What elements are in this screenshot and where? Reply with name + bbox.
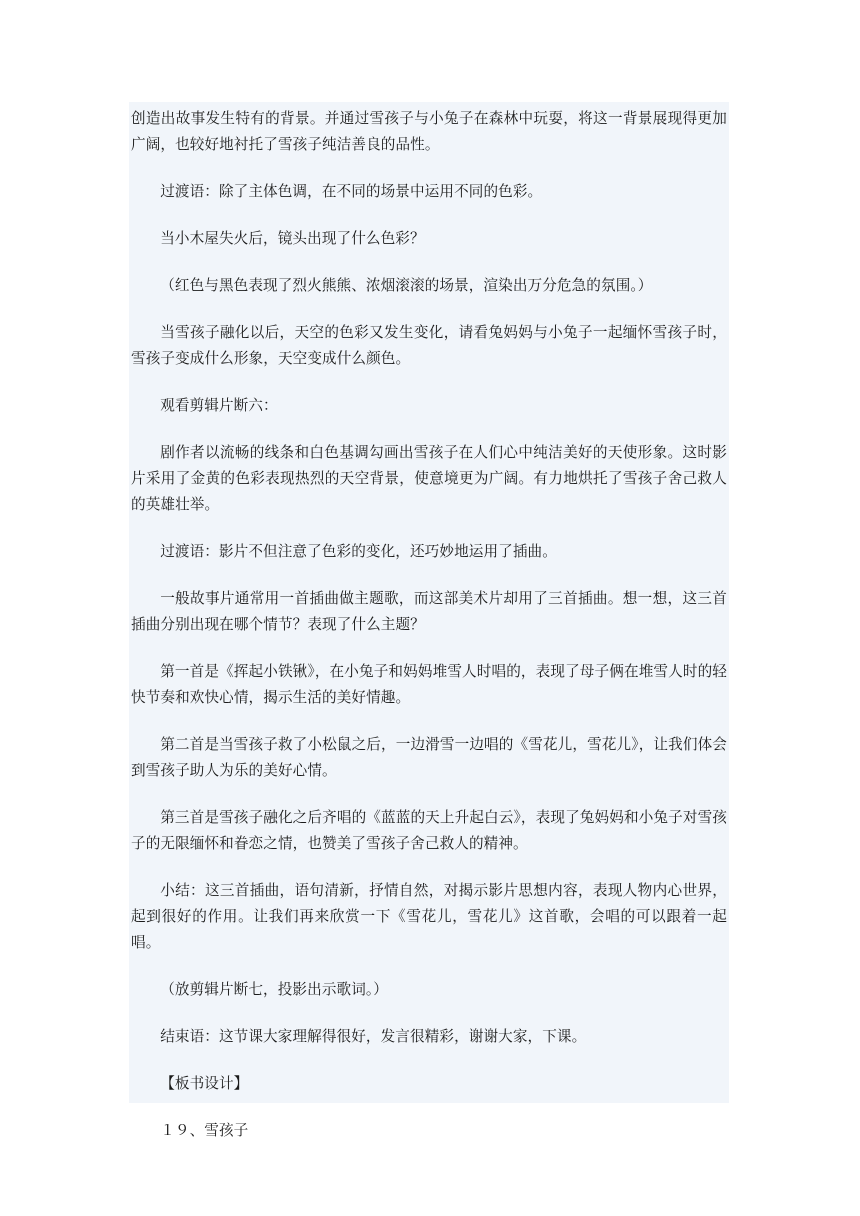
paragraph: 观看剪辑片断六： <box>160 397 278 414</box>
article-body <box>129 102 729 1139</box>
paragraph: 第三首是雪孩子融化之后齐唱的《蓝蓝的天上升起白云》，表现了兔妈妈和小兔子对雪孩子的无限缅怀和眷恋之情，也赞美了雪孩子舍己救人的精神。 <box>131 809 727 852</box>
paragraph: 第二首是当雪孩子救了小松鼠之后，一边滑雪一边唱的《雪花儿，雪花儿》，让我们体会到雪孩子助人为乐的美好心情。 <box>131 736 727 779</box>
paragraph: 过渡语：除了主体色调，在不同的场景中运用不同的色彩。 <box>160 183 543 200</box>
paragraph: 一般故事片通常用一首插曲做主题歌，而这部美术片却用了三首插曲。想一想，这三首插曲分别出现在哪个情节？表现了什么主题？ <box>131 590 727 633</box>
paragraph: （放剪辑片断七，投影出示歌词。） <box>160 981 388 998</box>
board-design-title: １９、雪孩子 <box>160 1122 249 1139</box>
board-design-heading: 【板书设计】 <box>160 1075 249 1092</box>
paragraph: 过渡语：影片不但注意了色彩的变化，还巧妙地运用了插曲。 <box>160 543 557 560</box>
paragraph: 第一首是《挥起小铁锹》，在小兔子和妈妈堆雪人时唱的，表现了母子俩在堆雪人时的轻快节奏和欢快心情，揭示生活的美好情趣。 <box>131 663 727 706</box>
paragraph: 剧作者以流畅的线条和白色基调勾画出雪孩子在人们心中纯洁美好的天使形象。这时影片采用了金黄的色彩表现热烈的天空背景，使意境更为广阔。有力地烘托了雪孩子舍己救人的英雄壮举。 <box>131 444 727 513</box>
paragraph: 创造出故事发生特有的背景。并通过雪孩子与小兔子在森林中玩耍，将这一背景展现得更加广阔，也较好地衬托了雪孩子纯洁善良的品性。 <box>131 110 727 153</box>
paragraph: 当小木屋失火后，镜头出现了什么色彩？ <box>160 230 425 247</box>
paragraph: 小结：这三首插曲，语句清新，抒情自然，对揭示影片思想内容，表现人物内心世界，起到很好的作用。让我们再来欣赏一下《雪花儿，雪花儿》这首歌，会唱的可以跟着一起唱。 <box>131 882 727 951</box>
paragraph: （红色与黑色表现了烈火熊熊、浓烟滚滚的场景，渲染出万分危急的氛围。） <box>160 277 653 294</box>
paragraph: 结束语：这节课大家理解得很好，发言很精彩，谢谢大家，下课。 <box>160 1028 587 1045</box>
paragraph: 当雪孩子融化以后，天空的色彩又发生变化，请看兔妈妈与小兔子一起缅怀雪孩子时，雪孩子变成什么形象，天空变成什么颜色。 <box>131 324 727 367</box>
